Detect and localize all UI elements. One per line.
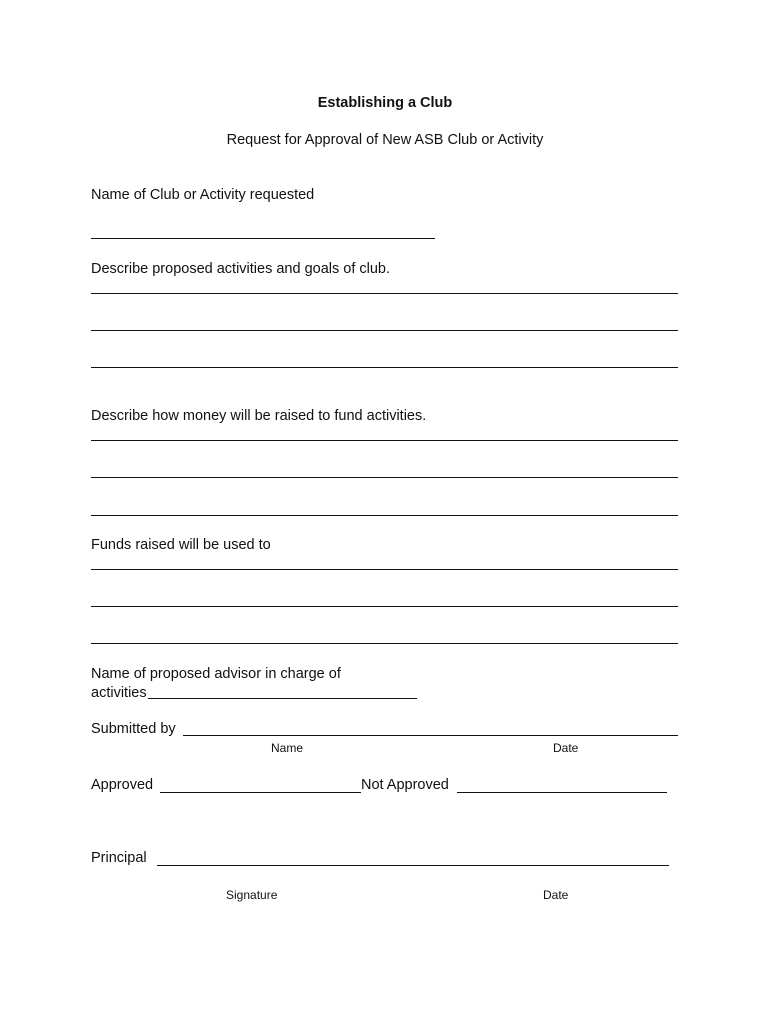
document-subtitle: Request for Approval of New ASB Club or Activity [226, 132, 544, 148]
activities-label: Describe proposed activities and goals of club. [91, 261, 391, 277]
principal-signature-field[interactable] [157, 865, 669, 866]
approved-label: Approved [91, 777, 154, 793]
activities-line-3[interactable] [91, 367, 678, 368]
submitted-date-caption: Date [553, 741, 579, 755]
submitted-name-caption: Name [271, 741, 304, 755]
principal-label: Principal [91, 850, 147, 866]
club-name-field[interactable] [91, 238, 435, 239]
funds-line-1[interactable] [91, 569, 678, 570]
advisor-label-line2: activities [91, 685, 147, 701]
activities-line-1[interactable] [91, 293, 678, 294]
money-line-3[interactable] [91, 515, 678, 516]
activities-line-2[interactable] [91, 330, 678, 331]
advisor-label-line1: Name of proposed advisor in charge of [91, 666, 341, 682]
principal-date-caption: Date [543, 888, 569, 902]
not-approved-field[interactable] [457, 792, 667, 793]
money-line-1[interactable] [91, 440, 678, 441]
funds-line-2[interactable] [91, 606, 678, 607]
signature-caption: Signature [226, 888, 278, 902]
money-line-2[interactable] [91, 477, 678, 478]
money-label: Describe how money will be raised to fund activities. [91, 408, 427, 424]
funds-line-3[interactable] [91, 643, 678, 644]
approved-field[interactable] [160, 792, 361, 793]
submitted-label: Submitted by [91, 721, 176, 737]
document-title: Establishing a Club [317, 95, 453, 111]
club-name-label: Name of Club or Activity requested [91, 187, 315, 203]
not-approved-label: Not Approved [361, 777, 449, 793]
submitted-field[interactable] [183, 735, 678, 736]
funds-label: Funds raised will be used to [91, 537, 271, 553]
advisor-field[interactable] [148, 698, 417, 699]
